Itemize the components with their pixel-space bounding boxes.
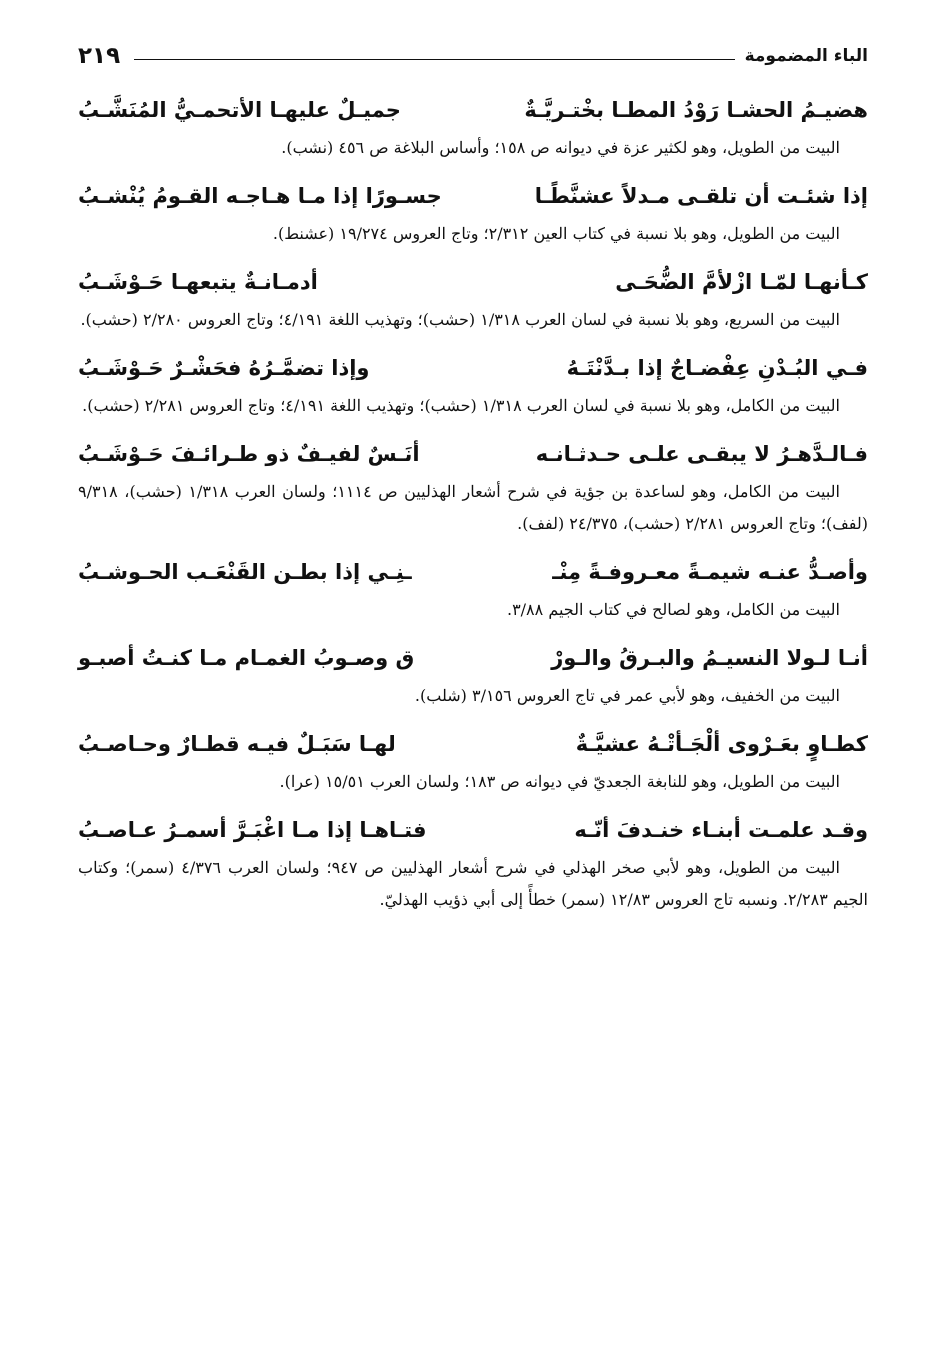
verse-entry bbox=[78, 348, 868, 422]
verse-entry bbox=[78, 552, 868, 626]
verse-note: البيت من السريع، وهو بلا نسبة في لسان العرب ١/٣١٨ (حشب)؛ وتهذيب اللغة ٤/١٩١؛ وتاج العروس ٢/٢٨٠ (حشب). bbox=[80, 310, 840, 329]
chapter-title: الباء المضمومة bbox=[744, 46, 868, 66]
verse-line bbox=[78, 638, 868, 678]
second-hemistich: لهـا سَبَـلٌ فيـه قطـارٌ وحـاصـبُ bbox=[78, 732, 396, 756]
verse-note: البيت من الكامل، وهو بلا نسبة في لسان العرب ١/٣١٨ (حشب)؛ وتهذيب اللغة ٤/١٩١؛ وتاج العروس ٢/٢٨١ (حشب). bbox=[82, 396, 840, 415]
page-number: ٢١٩ bbox=[78, 43, 121, 69]
first-hemistich: وقـد علمـت أبنـاء خنـدفَ أنّـه bbox=[574, 818, 868, 842]
verse-note: البيت من الخفيف، وهو لأبي عمر في تاج العروس ٣/١٥٦ (شلب). bbox=[414, 686, 840, 705]
verse-line bbox=[78, 348, 868, 388]
second-hemistich: وإذا تضمَّـرُهُ فحَشْـرٌ حَـوْشَـبُ bbox=[78, 356, 370, 380]
verse-entry bbox=[78, 638, 868, 712]
verse-note: البيت من الطويل، وهو للنابغة الجعديّ في ديوانه ص ١٨٣؛ ولسان العرب ١٥/٥١ (عرا). bbox=[279, 772, 840, 791]
second-hemistich: فتـاهـا إذا مـا اغْبَـرَّ أسمـرُ عـاصـبُ bbox=[78, 818, 427, 842]
first-hemistich: هضيـمُ الحشـا رَوْدُ المطـا بخْتـريَّـةٌ bbox=[524, 98, 868, 122]
second-hemistich: ـنِـي إذا بطـن القَنْعَـب الحـوشـبُ bbox=[78, 560, 412, 584]
verse-line bbox=[78, 262, 868, 302]
running-header bbox=[78, 34, 868, 78]
verse-line bbox=[78, 810, 868, 850]
first-hemistich: فـي البُـدْنِ عِفْضـاجٌ إذا بـدَّنْتَـهُ bbox=[566, 356, 868, 380]
verse-entry bbox=[78, 262, 868, 336]
second-hemistich: جسـورًا إذا مـا هـاجـه القـومُ يُنْشـبُ bbox=[78, 184, 442, 208]
verse-line bbox=[78, 552, 868, 592]
verse-note: البيت من الطويل، وهو بلا نسبة في كتاب العين ٢/٣١٢؛ وتاج العروس ١٩/٢٧٤ (عشنط). bbox=[272, 224, 840, 243]
second-hemistich: جميـلٌ عليهـا الأتحمـيُّ المُنَشَّـبُ bbox=[78, 98, 401, 122]
verse-note: البيت من الكامل، وهو لصالح في كتاب الجيم ٣/٨٨. bbox=[506, 600, 840, 619]
first-hemistich: فـالـدَّهـرُ لا يبقـى علـى حـدثـانـه bbox=[535, 442, 868, 466]
first-hemistich: كطـاوٍ بعَـرْوى ألْجَـأتْـهُ عشيَّـةٌ bbox=[575, 732, 868, 756]
verse-entry bbox=[78, 176, 868, 250]
first-hemistich: كـأنهـا لمّـا ازْلأمَّ الضُّحَـى bbox=[615, 270, 868, 294]
first-hemistich: أنـا لـولا النسيـمُ والبـرقُ والـورْ bbox=[551, 646, 868, 670]
verse-note: البيت من الكامل، وهو لساعدة بن جؤية في شرح أشعار الهذليين ص ١١١٤؛ ولسان العرب ١/٣١٨ (حشب)، ٩/٣١٨ (لفف)؛ وتاج العروس ٢/٢٨١ (حشب)، ٢٤/٣٧٥ (لفف). bbox=[78, 482, 868, 533]
verse-entry bbox=[78, 724, 868, 798]
second-hemistich: أنَـسٌ لفيـفٌ ذو طـرائـفَ حَـوْشَـبُ bbox=[78, 442, 420, 466]
first-hemistich: إذا شئـت أن تلقـى مـدلاً عشنَّطًـا bbox=[534, 184, 868, 208]
header-rule bbox=[134, 59, 734, 60]
verse-line bbox=[78, 724, 868, 764]
second-hemistich: أدمـانـةٌ يتبعهـا حَـوْشَـبُ bbox=[78, 270, 318, 294]
second-hemistich: ق وصـوبُ الغمـام مـا كنـتُ أصبـو bbox=[78, 646, 415, 670]
verse-line bbox=[78, 176, 868, 216]
verse-entry bbox=[78, 434, 868, 540]
verse-line bbox=[78, 434, 868, 474]
first-hemistich: وأصـدُّ عنـه شيمـةً معـروفـةً مِنْـ bbox=[552, 560, 868, 584]
verse-entry bbox=[78, 810, 868, 916]
book-page bbox=[78, 34, 868, 1334]
verse-note: البيت من الطويل، وهو لأبي صخر الهذلي في شرح أشعار الهذليين ص ٩٤٧؛ ولسان العرب ٤/٣٧٦ (سمر)؛ وكتاب الجيم ٢/٢٨٣. ونسبه تاج العروس ١٢/٨٣ (سمر) خطأً إلى أبي ذؤيب الهذليّ. bbox=[78, 858, 868, 909]
verse-entry bbox=[78, 90, 868, 164]
verse-line bbox=[78, 90, 868, 130]
verse-note: البيت من الطويل، وهو لكثير عزة في ديوانه ص ١٥٨؛ وأساس البلاغة ص ٤٥٦ (نشب). bbox=[281, 138, 840, 157]
